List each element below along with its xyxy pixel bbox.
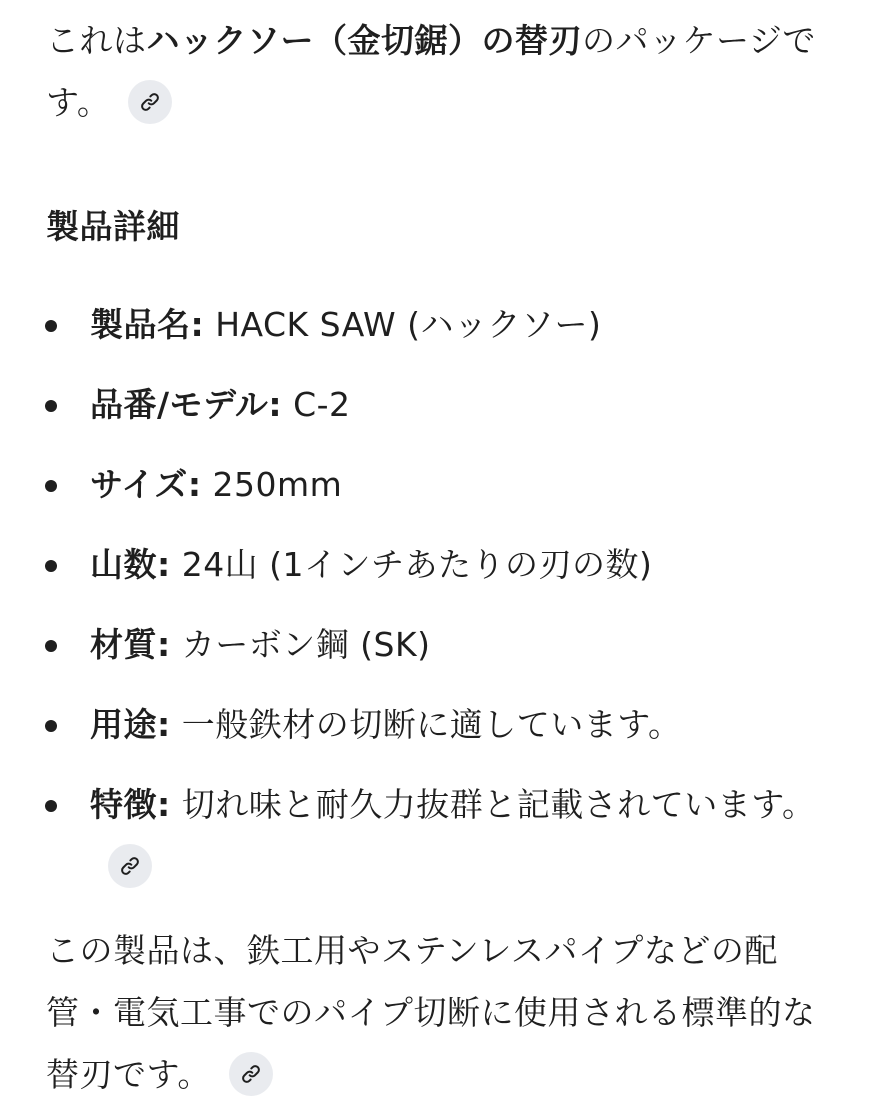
list-item-teeth xyxy=(46,534,836,596)
intro-paragraph xyxy=(46,10,836,134)
detail-value: カーボン鋼 (SK) xyxy=(170,625,431,664)
bullet-dot xyxy=(45,560,57,572)
product-details-list xyxy=(46,294,836,898)
closing-paragraph xyxy=(46,920,836,1106)
detail-value: HACK SAW (ハックソー) xyxy=(204,305,602,344)
response-content xyxy=(46,0,836,1106)
bullet-dot xyxy=(45,320,57,332)
link-icon xyxy=(139,91,161,113)
bullet-dot xyxy=(45,400,57,412)
detail-label: サイズ: xyxy=(90,465,202,504)
detail-label: 特徴: xyxy=(90,785,171,824)
detail-value: 切れ味と耐久力抜群と記載されています。 xyxy=(170,785,816,824)
detail-value: 一般鉄材の切断に適しています。 xyxy=(170,705,682,744)
detail-value: 24山 (1インチあたりの刃の数) xyxy=(170,545,653,584)
intro-bold-text: ハックソー（金切鋸）の替刃 xyxy=(146,21,582,60)
list-item-features xyxy=(46,774,836,898)
source-link-button-closing[interactable] xyxy=(229,1052,273,1096)
closing-text: この製品は、鉄工用やステンレスパイプなどの配管・電気工事でのパイプ切断に使用される標準的な替刃です。 xyxy=(46,931,816,1094)
detail-label: 用途: xyxy=(90,705,171,744)
detail-value: C-2 xyxy=(282,385,351,424)
list-item-product-name xyxy=(46,294,836,356)
detail-label: 山数: xyxy=(90,545,171,584)
detail-label: 品番/モデル: xyxy=(90,385,283,424)
list-item-model xyxy=(46,374,836,436)
link-icon xyxy=(240,1063,262,1085)
detail-value: 250mm xyxy=(201,465,343,504)
intro-suffix: のパッケージです。 xyxy=(46,21,816,122)
list-item-material xyxy=(46,614,836,676)
detail-label: 材質: xyxy=(90,625,171,664)
bullet-dot xyxy=(45,720,57,732)
bullet-dot xyxy=(45,640,57,652)
source-link-button-intro[interactable] xyxy=(128,80,172,124)
list-item-usage xyxy=(46,694,836,756)
bullet-dot xyxy=(45,480,57,492)
intro-prefix: これは xyxy=(46,21,147,60)
detail-label: 製品名: xyxy=(90,305,205,344)
bullet-dot xyxy=(45,800,57,812)
section-heading: 製品詳細 xyxy=(46,207,180,246)
list-item-size xyxy=(46,454,836,516)
link-icon xyxy=(119,855,141,877)
source-link-button-features[interactable] xyxy=(108,844,152,888)
